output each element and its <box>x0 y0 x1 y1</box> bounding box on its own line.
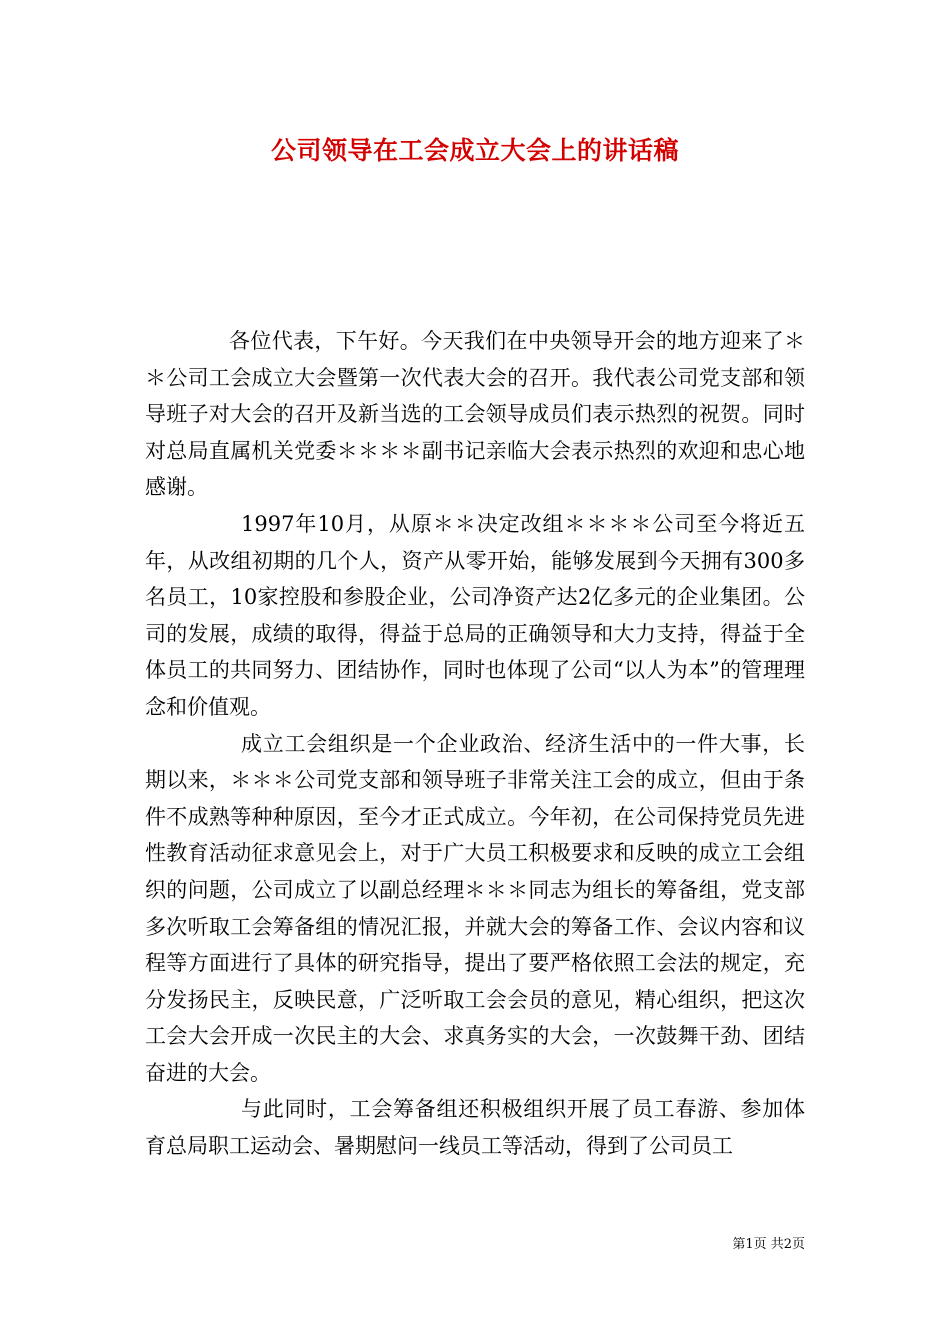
document-title: 公司领导在工会成立大会上的讲话稿 <box>270 136 679 165</box>
document-body <box>145 323 805 1165</box>
page-footer: 第1页 共2页 <box>732 1237 805 1252</box>
paragraph-1: 各位代表，下午好。今天我们在中央领导开会的地方迎来了＊＊公司工会成立大会暨第一次代表大会的召开。我代表公司党支部和领导班子对大会的召开及新当选的工会领导成员们表示热烈的祝贺。同时对总局直属机关党委＊＊＊＊副书记亲临大会表示热烈的欢迎和忠心地感谢。 <box>145 329 805 500</box>
paragraph-2: 1997年10月，从原＊＊决定改组＊＊＊＊公司至今将近五年，从改组初期的几个人，资产从零开始，能够发展到今天拥有300多名员工，10家控股和参股企业，公司净资产达2亿多元的企业集团。公司的发展，成绩的取得，得益于总局的正确领导和大力支持，得益于全体员工的共同努力、团结协作，同时也体现了公司“以人为本”的管理理念和价值观。 <box>145 511 805 719</box>
paragraph-3: 成立工会组织是一个企业政治、经济生活中的一件大事，长期以来，＊＊＊公司党支部和领导班子非常关注工会的成立，但由于条件不成熟等种种原因，至今才正式成立。今年初，在公司保持党员先进性教育活动征求意见会上，对于广大员工积极要求和反映的成立工会组织的问题，公司成立了以副总经理＊＊＊同志为组长的筹备组，党支部多次听取工会筹备组的情况汇报，并就大会的筹备工作、会议内容和议程等方面进行了具体的研究指导，提出了要严格依照工会法的规定，充分发扬民主，反映民意，广泛听取工会会员的意见，精心组织，把这次工会大会开成一次民主的大会、求真务实的大会，一次鼓舞干劲、团结奋进的大会。 <box>145 731 805 1085</box>
paragraph-4: 与此同时，工会筹备组还积极组织开展了员工春游、参加体育总局职工运动会、暑期慰问一线员工等活动，得到了公司员工 <box>145 1097 805 1159</box>
